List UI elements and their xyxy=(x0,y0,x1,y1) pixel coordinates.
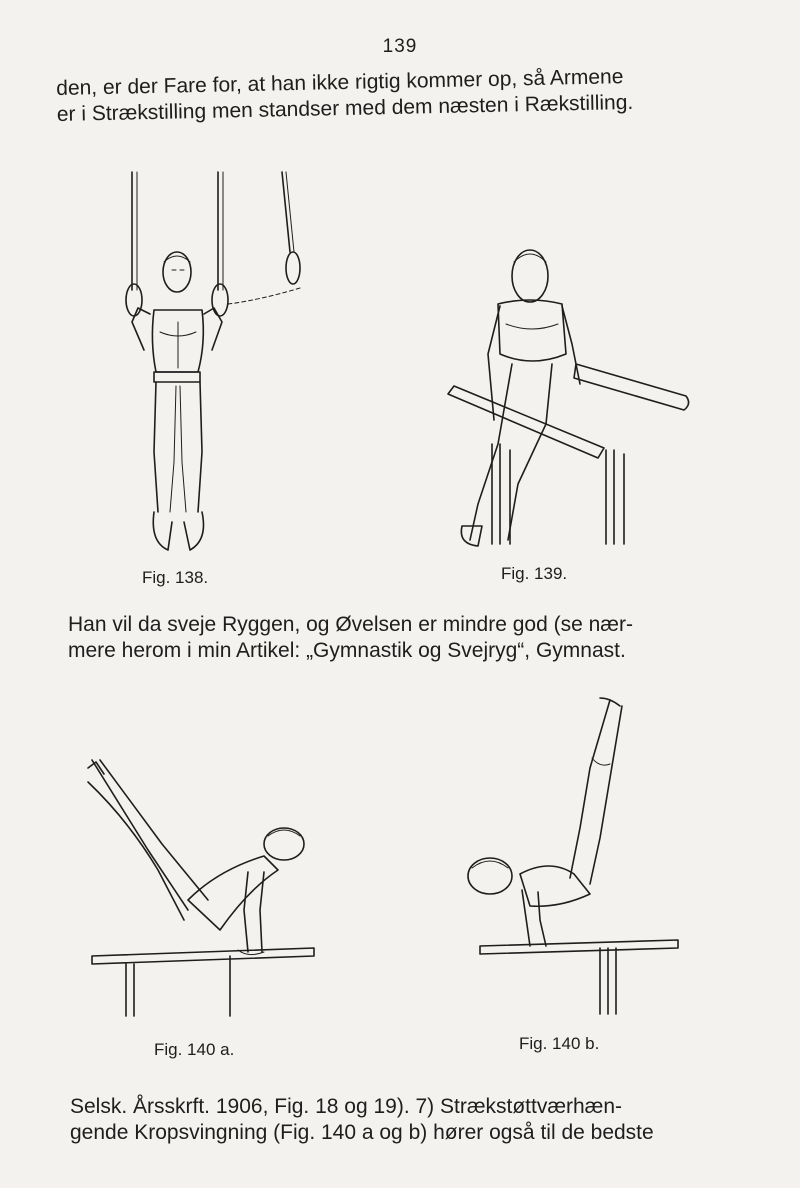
figure-138-illustration xyxy=(110,172,330,567)
text-line: er i Strækstilling men standser med dem næsten i Rækstilling. xyxy=(56,90,634,126)
figure-140b-caption: Fig. 140 b. xyxy=(519,1034,600,1053)
text-line: den, er der Fare for, at han ikke rigtig kommer op, så Armene xyxy=(56,65,624,100)
paragraph-bottom xyxy=(70,1094,654,1146)
paragraph-middle xyxy=(68,612,633,664)
text-line: Selsk. Årsskrft. 1906, Fig. 18 og 19). 7) Strækstøttværhæn- xyxy=(70,1095,623,1118)
page-number: 139 xyxy=(382,36,418,57)
figure-139-caption: Fig. 139. xyxy=(501,564,568,583)
text-line: Han vil da sveje Ryggen, og Øvelsen er mindre god (se nær- xyxy=(68,613,633,636)
text-line: mere herom i min Artikel: „Gymnastik og Svejryg“, Gymnast. xyxy=(68,639,626,662)
figure-138-caption: Fig. 138. xyxy=(142,568,209,587)
figure-140b-illustration xyxy=(450,698,680,1020)
text-line: gende Kropsvingning (Fig. 140 a og b) hører også til de bedste xyxy=(70,1121,654,1144)
figure-140a-caption: Fig. 140 a. xyxy=(154,1040,235,1059)
figure-140a-illustration xyxy=(88,760,318,1020)
figure-139-illustration xyxy=(448,244,688,554)
paragraph-top xyxy=(56,64,634,128)
